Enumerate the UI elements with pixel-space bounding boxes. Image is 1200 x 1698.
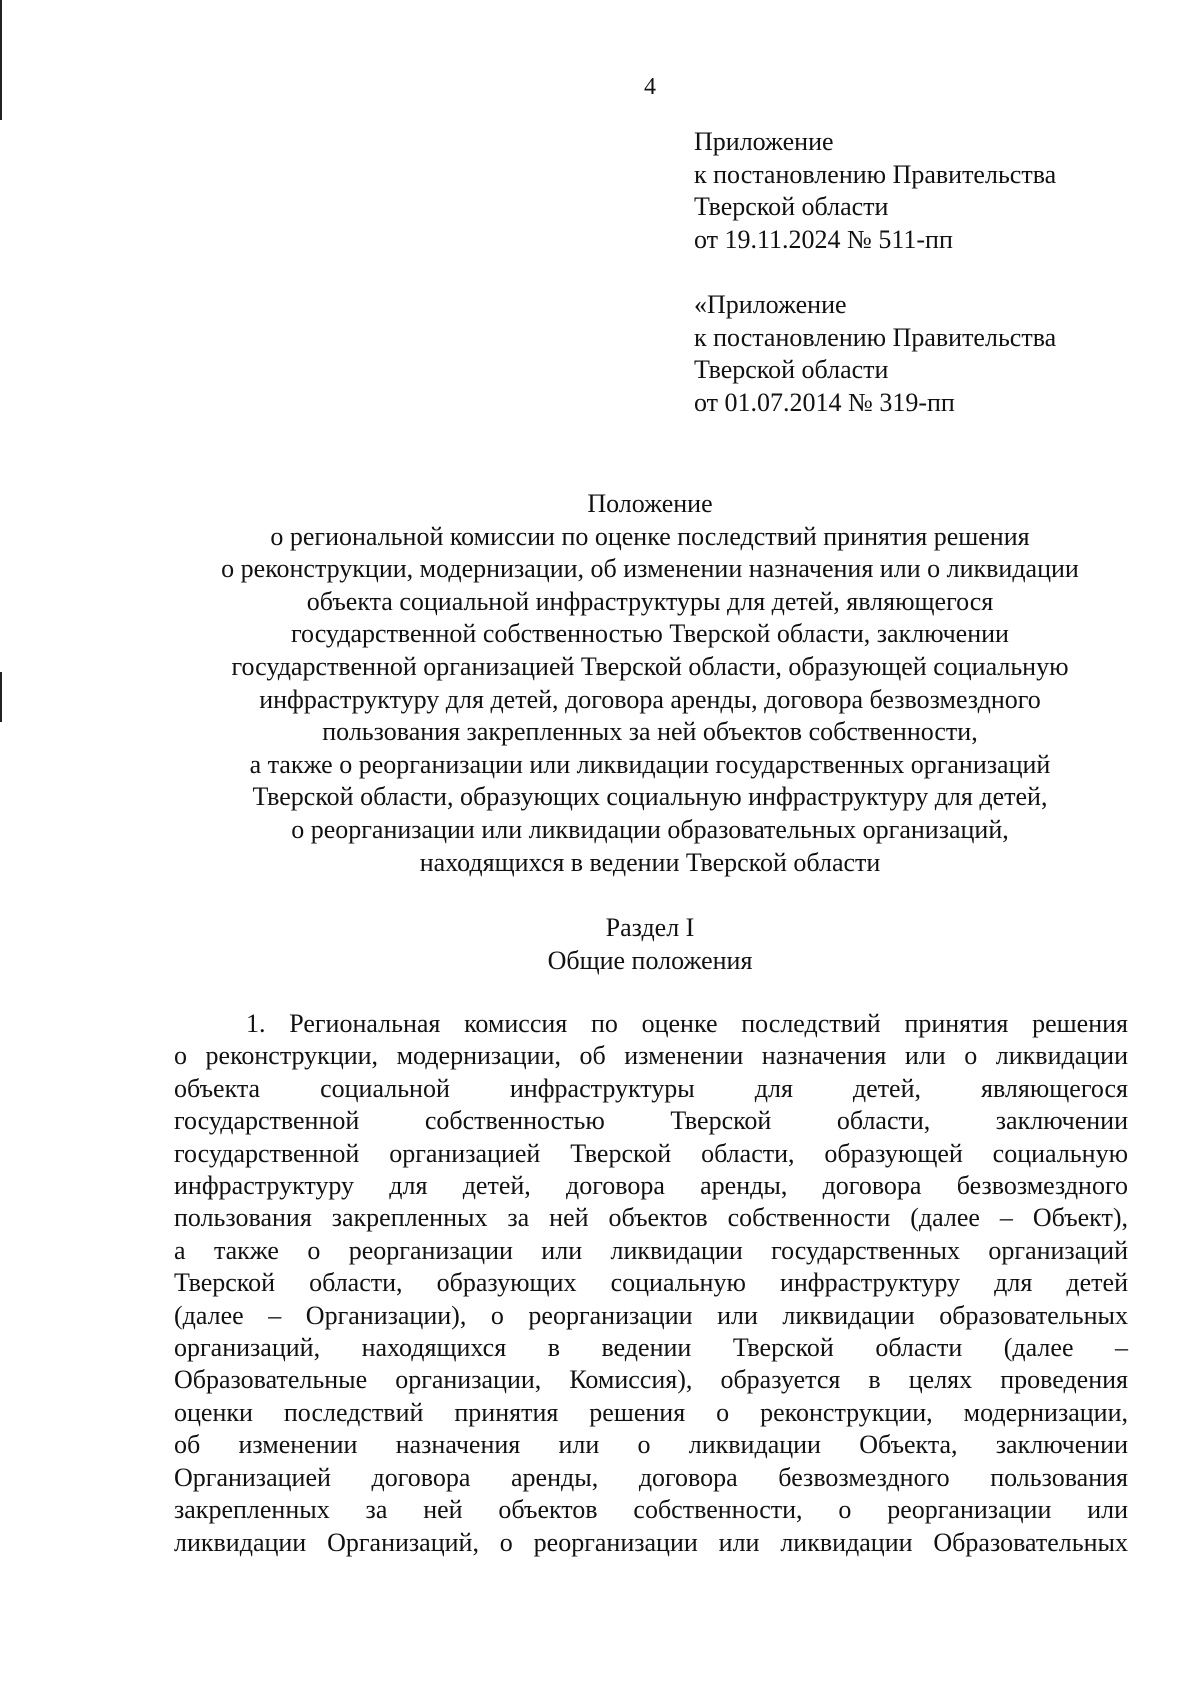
paragraph-line: закрепленных за ней объектов собственности, о реорганизации или: [174, 1495, 1128, 1525]
title-line: государственной организацией Тверской области, образующей социальную: [231, 651, 1069, 681]
appendix-line: Тверской области: [694, 192, 889, 221]
title-line: пользования закрепленных за ней объектов собственности,: [322, 717, 978, 747]
paragraph-line: государственной организацией Тверской области, образующей социальную: [174, 1138, 1128, 1168]
paragraph-1: [174, 1008, 1128, 1559]
appendix-line: Тверской области: [694, 355, 889, 384]
page-number: 4: [644, 74, 656, 100]
paragraph-line: ликвидации Организаций, о реорганизации или ликвидации Образовательных: [174, 1527, 1128, 1557]
paragraph-line: пользования закрепленных за ней объектов собственности (далее – Объект),: [174, 1203, 1128, 1233]
title-line: находящихся в ведении Тверской области: [419, 847, 881, 877]
paragraph-line: (далее – Организации), о реорганизации или ликвидации образовательных: [174, 1300, 1128, 1330]
paragraph-line: объекта социальной инфраструктуры для детей, являющегося: [174, 1073, 1128, 1103]
section-heading: [150, 912, 1150, 977]
appendix-header-current: [694, 126, 1056, 256]
paragraph-line: Организацией договора аренды, договора безвозмездного пользования: [174, 1462, 1128, 1492]
scan-margin-mark-middle: [0, 672, 2, 722]
title-line: о реорганизации или ликвидации образовательных организаций,: [291, 814, 1009, 844]
appendix-line: от 19.11.2024 № 511-пп: [694, 224, 953, 254]
paragraph-line: Тверской области, образующих социальную инфраструктуру для детей: [174, 1268, 1128, 1298]
appendix-line: от 01.07.2014 № 319-пп: [694, 387, 955, 417]
scan-margin-mark-top: [0, 0, 2, 120]
title-line: государственной собственностью Тверской области, заключении: [291, 619, 1009, 649]
paragraph-line: Образовательные организации, Комиссия), образуется в целях проведения: [174, 1365, 1128, 1395]
paragraph-line: государственной собственностью Тверской области, заключении: [174, 1106, 1128, 1136]
paragraph-line: оценки последствий принятия решения о реконструкции, модернизации,: [174, 1397, 1128, 1427]
document-title: [150, 488, 1150, 879]
title-line: инфраструктуру для детей, договора аренды, договора безвозмездного: [259, 684, 1041, 714]
title-line: а также о реорганизации или ликвидации государственных организаций: [249, 749, 1051, 779]
title-line: Положение: [587, 489, 713, 518]
title-line: о реконструкции, модернизации, об изменении назначения или о ликвидации: [221, 554, 1079, 584]
paragraph-line: организаций, находящихся в ведении Тверской области (далее –: [174, 1333, 1128, 1363]
appendix-line: «Приложение: [694, 290, 847, 319]
paragraph-line: о реконструкции, модернизации, об изменении назначения или о ликвидации: [174, 1041, 1128, 1071]
appendix-line: Приложение: [694, 127, 834, 156]
appendix-header-original: [694, 289, 1056, 419]
paragraph-line: инфраструктуру для детей, договора аренды, договора безвозмездного: [174, 1171, 1128, 1201]
title-line: объекта социальной инфраструктуры для детей, являющегося: [306, 586, 994, 616]
appendix-line: к постановлению Правительства: [694, 159, 1057, 189]
appendix-line: к постановлению Правительства: [694, 322, 1057, 352]
paragraph-line: 1. Региональная комиссия по оценке последствий принятия решения: [246, 1009, 1128, 1038]
paragraph-line: а также о реорганизации или ликвидации государственных организаций: [174, 1235, 1128, 1265]
title-line: Тверской области, образующих социальную инфраструктуру для детей,: [252, 782, 1048, 812]
section-number: Раздел I: [605, 913, 695, 942]
title-line: о региональной комиссии по оценке последствий принятия решения: [270, 521, 1030, 551]
paragraph-line: об изменении назначения или о ликвидации Объекта, заключении: [174, 1430, 1128, 1460]
section-name: Общие положения: [547, 945, 753, 975]
